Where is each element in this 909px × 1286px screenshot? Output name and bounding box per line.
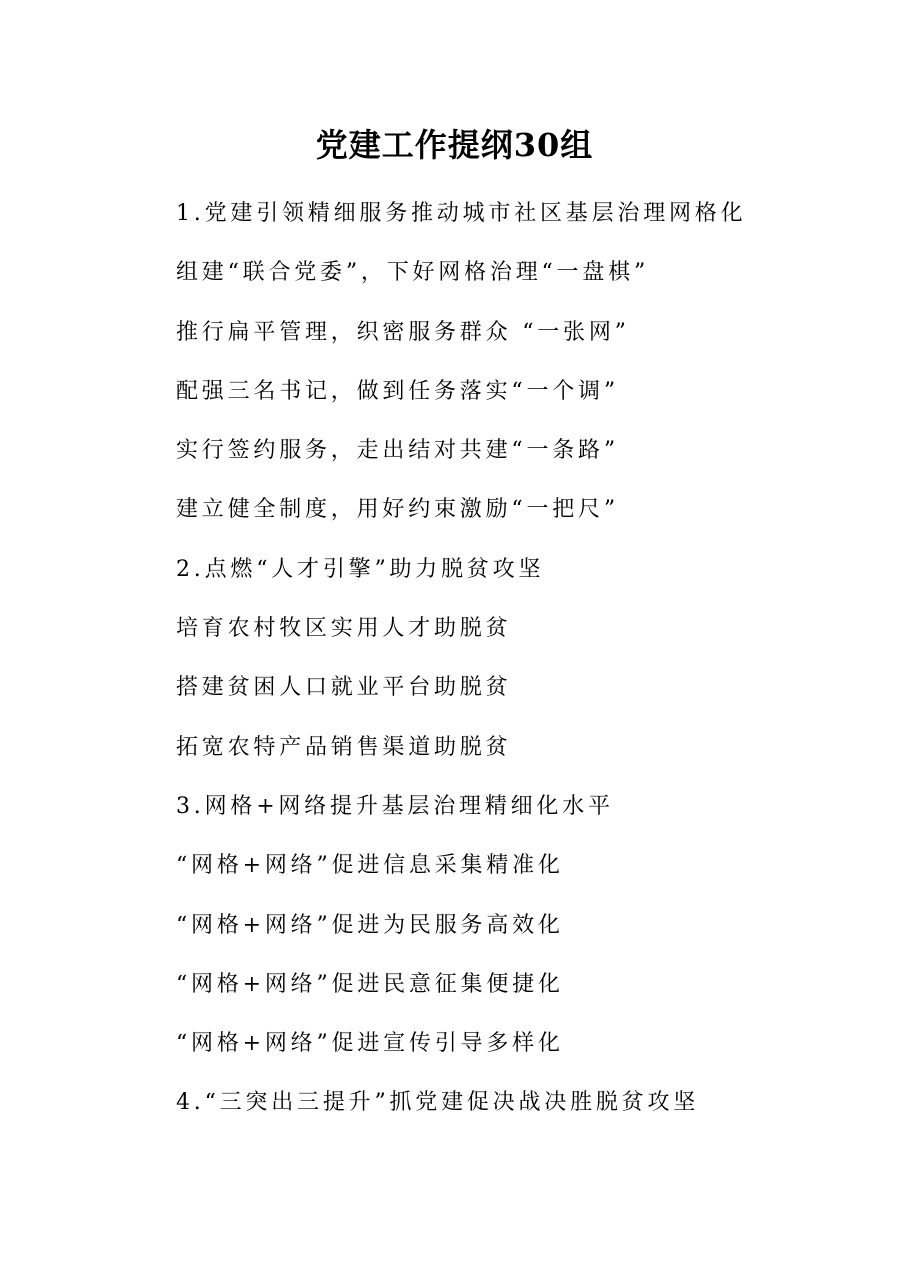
text-line: 建立健全制度，用好约束激励“一把尺”	[176, 497, 619, 523]
text-line: 搭建贫困人口就业平台助脱贫	[176, 675, 512, 701]
text-line: 培育农村牧区实用人才助脱贫	[176, 616, 512, 642]
text-line: 配强三名书记，做到任务落实“一个调”	[176, 378, 619, 404]
heading-4: 4.“三突出三提升”抓党建促决战决胜脱贫攻坚	[176, 1090, 700, 1116]
text-line: 实行签约服务，走出结对共建“一条路”	[176, 438, 619, 464]
text-line: 拓宽农特产品销售渠道助脱贫	[176, 734, 512, 760]
text-line: “网格+网络”促进为民服务高效化	[176, 912, 564, 938]
text-line: “网格+网络”促进信息采集精准化	[176, 853, 564, 879]
text-line: 组建“联合党委”，下好网格治理“一盘棋”	[176, 260, 649, 286]
text-line: “网格+网络”促进民意征集便捷化	[176, 971, 564, 997]
heading-3: 3.网格+网络提升基层治理精细化水平	[176, 793, 614, 819]
document-body	[176, 188, 816, 1137]
text-line: “网格+网络”促进宣传引导多样化	[176, 1031, 564, 1057]
heading-1: 1.党建引领精细服务推动城市社区基层治理网格化	[176, 201, 747, 226]
document-title: 党建工作提纲30组	[315, 126, 594, 164]
text-line: 推行扁平管理，织密服务群众 “一张网”	[176, 319, 630, 345]
heading-2: 2.点燃“人才引擎”助力脱贫攻坚	[176, 556, 545, 582]
